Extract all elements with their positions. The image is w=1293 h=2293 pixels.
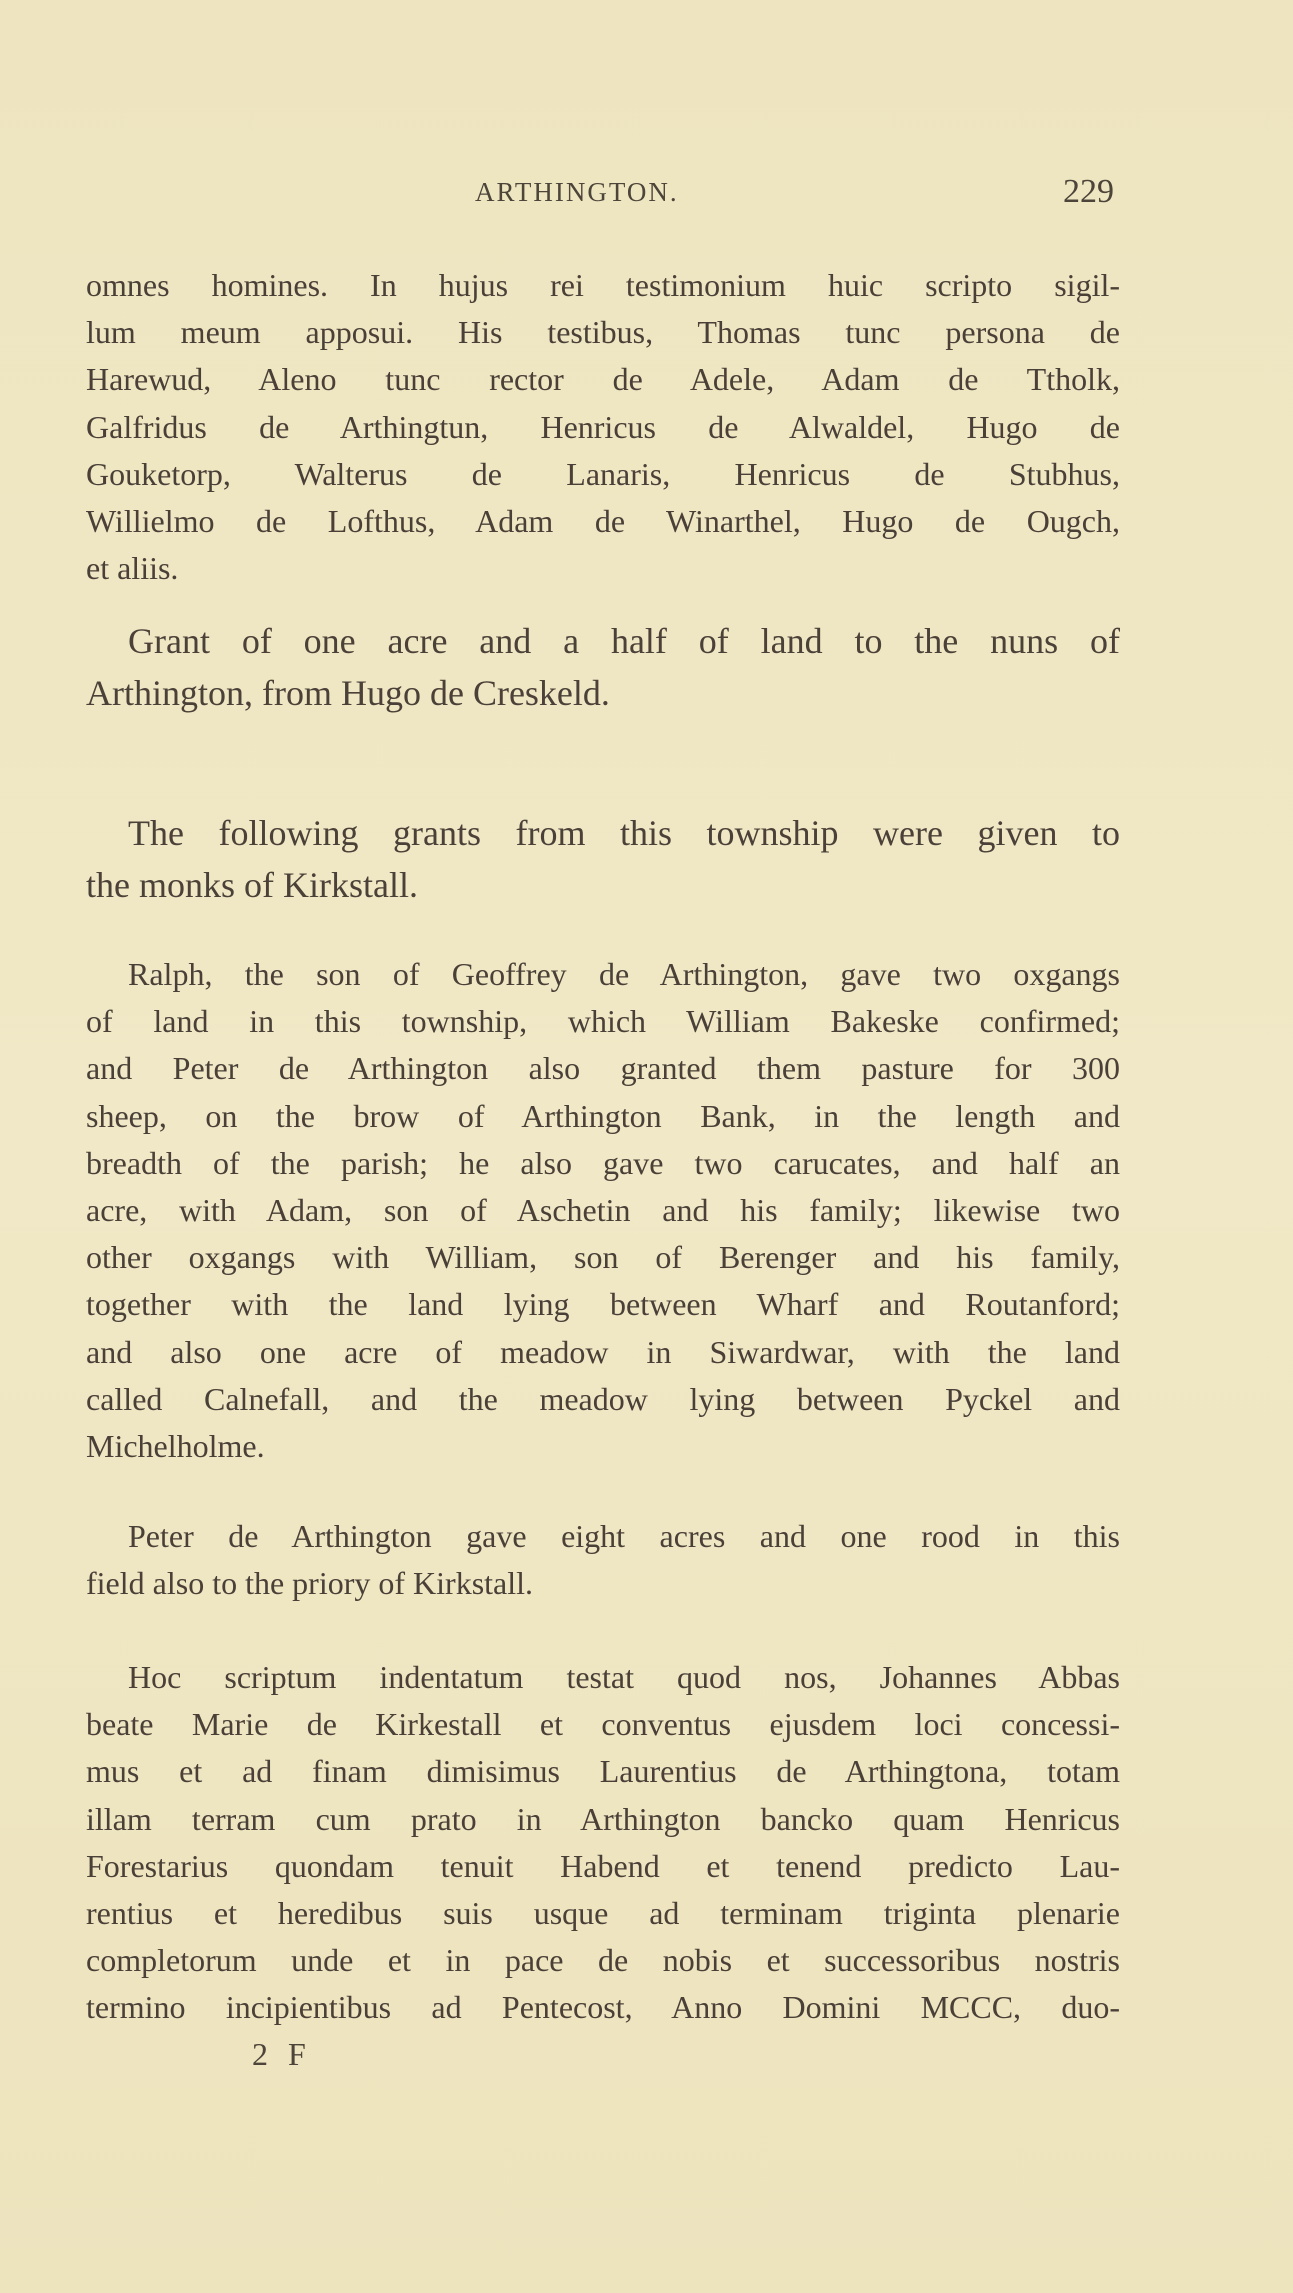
paragraph-grant-heading <box>86 615 1120 719</box>
text-line: et aliis. <box>86 550 179 587</box>
text-line: Galfridus de Arthingtun, Henricus de Alwaldel, Hugo de <box>86 408 1120 445</box>
text-line: and also one acre of meadow in Siwardwar, with the land <box>86 1333 1120 1370</box>
text-line: lum meum apposui. His testibus, Thomas tunc persona de <box>86 314 1120 351</box>
text-line: Willielmo de Lofthus, Adam de Winarthel, Hugo de Ougch, <box>86 503 1120 540</box>
text-line: Hoc scriptum indentatum testat quod nos, Johannes Abbas <box>128 1659 1120 1695</box>
paragraph-peter-grant <box>86 1513 1120 1607</box>
text-line: The following grants from this township were given to <box>128 813 1120 853</box>
text-line: the monks of Kirkstall. <box>86 865 418 905</box>
text-line: termino incipientibus ad Pentecost, Anno Domini MCCC, duo- <box>86 1989 1120 2026</box>
text-line: completorum unde et in pace de nobis et successoribus nostris <box>86 1942 1120 1979</box>
running-head <box>0 173 1293 217</box>
text-line: breadth of the parish; he also gave two carucates, and half an <box>86 1144 1120 1181</box>
text-line: sheep, on the brow of Arthington Bank, in the length and <box>86 1097 1120 1134</box>
text-line: beate Marie de Kirkestall et conventus ejusdem loci concessi- <box>86 1706 1120 1743</box>
page-number: 229 <box>1063 173 1114 210</box>
paragraph-witnesses <box>86 262 1120 592</box>
text-line: Forestarius quondam tenuit Habend et tenend predicto Lau- <box>86 1847 1120 1884</box>
text-line: omnes homines. In hujus rei testimonium huic scripto sigil- <box>86 267 1120 303</box>
paragraph-indenture <box>86 1654 1120 2032</box>
paragraph-ralph-grant <box>86 951 1120 1470</box>
text-line: mus et ad finam dimisimus Laurentius de Arthingtona, totam <box>86 1753 1120 1790</box>
text-line: acre, with Adam, son of Aschetin and his family; likewise two <box>86 1192 1120 1229</box>
text-line: Arthington, from Hugo de Creskeld. <box>86 673 610 713</box>
paragraph-following-grants <box>86 807 1120 911</box>
text-line: field also to the priory of Kirkstall. <box>86 1565 534 1602</box>
text-line: Harewud, Aleno tunc rector de Adele, Adam de Ttholk, <box>86 361 1120 398</box>
text-line: Peter de Arthington gave eight acres and one rood in this <box>128 1518 1120 1554</box>
signature-mark: 2 F <box>252 2036 312 2072</box>
text-line: Ralph, the son of Geoffrey de Arthington, gave two oxgangs <box>128 956 1120 992</box>
text-line: illam terram cum prato in Arthington bancko quam Henricus <box>86 1800 1120 1837</box>
text-line: and Peter de Arthington also granted them pasture for 300 <box>86 1050 1120 1087</box>
text-line: of land in this township, which William Bakeske confirmed; <box>86 1003 1120 1040</box>
text-line: other oxgangs with William, son of Berenger and his family, <box>86 1239 1120 1276</box>
text-line: together with the land lying between Wharf and Routanford; <box>86 1286 1120 1323</box>
text-line: Michelholme. <box>86 1428 265 1465</box>
text-line: Gouketorp, Walterus de Lanaris, Henricus de Stubhus, <box>86 455 1120 492</box>
running-title: ARTHINGTON. <box>475 177 679 207</box>
text-line: called Calnefall, and the meadow lying between Pyckel and <box>86 1380 1120 1417</box>
text-line: Grant of one acre and a half of land to the nuns of <box>128 621 1120 661</box>
text-line: rentius et heredibus suis usque ad terminam triginta plenarie <box>86 1895 1120 1932</box>
